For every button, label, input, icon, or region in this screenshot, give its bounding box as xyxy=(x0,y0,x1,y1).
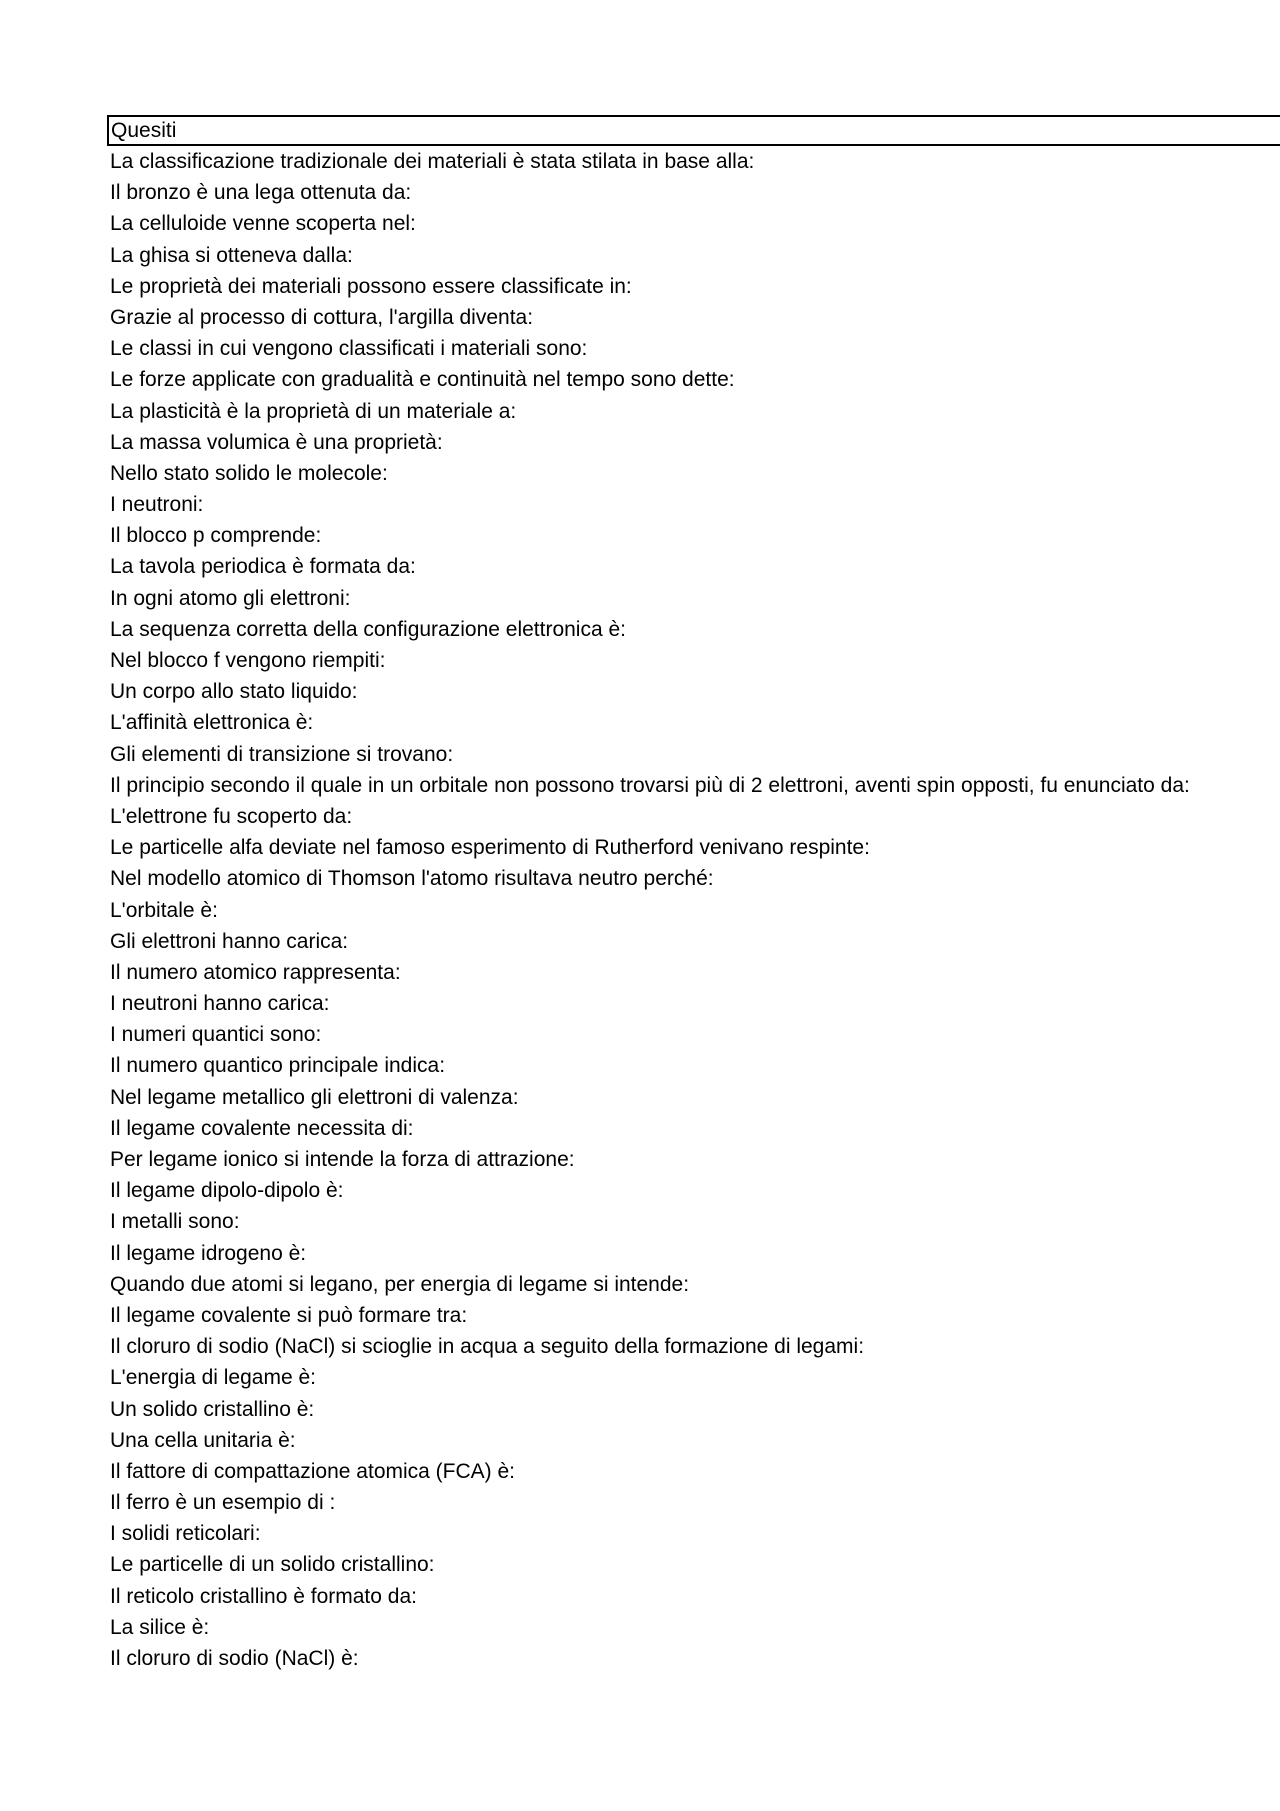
question-cell[interactable]: Nello stato solido le molecole: xyxy=(110,461,388,485)
question-cell[interactable]: La ghisa si otteneva dalla: xyxy=(110,243,353,267)
question-cell[interactable]: Un corpo allo stato liquido: xyxy=(110,680,358,704)
question-cell[interactable]: I neutroni hanno carica: xyxy=(110,992,330,1016)
question-cell[interactable]: In ogni atomo gli elettroni: xyxy=(110,586,351,610)
question-cell[interactable]: Quando due atomi si legano, per energia di legame si intende: xyxy=(110,1272,690,1296)
question-cell[interactable]: Le forze applicate con gradualità e continuità nel tempo sono dette: xyxy=(110,368,735,392)
question-cell[interactable]: I solidi reticolari: xyxy=(110,1522,261,1546)
question-cell[interactable]: Il bronzo è una lega ottenuta da: xyxy=(110,181,412,205)
question-cell[interactable]: Gli elettroni hanno carica: xyxy=(110,929,349,953)
question-cell[interactable]: Le proprietà dei materiali possono essere classificate in: xyxy=(110,274,632,298)
question-cell[interactable]: Nel modello atomico di Thomson l'atomo risultava neutro perché: xyxy=(110,867,714,891)
question-list xyxy=(107,146,1280,1674)
question-cell[interactable]: La sequenza corretta della configurazione elettronica è: xyxy=(110,617,626,641)
question-cell[interactable]: La silice è: xyxy=(110,1615,210,1639)
spreadsheet-sheet xyxy=(107,115,1280,1674)
question-cell[interactable]: Il fattore di compattazione atomica (FCA) è: xyxy=(110,1459,515,1483)
question-cell[interactable]: La tavola periodica è formata da: xyxy=(110,555,416,579)
question-cell[interactable]: Le classi in cui vengono classificati i materiali sono: xyxy=(110,337,588,361)
question-cell[interactable]: L'energia di legame è: xyxy=(110,1366,316,1390)
question-cell[interactable]: Il legame dipolo-dipolo è: xyxy=(110,1179,344,1203)
question-cell[interactable]: I numeri quantici sono: xyxy=(110,1023,322,1047)
question-cell[interactable]: Nel legame metallico gli elettroni di valenza: xyxy=(110,1085,519,1109)
question-cell[interactable]: Il blocco p comprende: xyxy=(110,524,322,548)
question-cell[interactable]: Le particelle alfa deviate nel famoso esperimento di Rutherford venivano respinte: xyxy=(110,836,870,860)
question-cell[interactable]: Grazie al processo di cottura, l'argilla diventa: xyxy=(110,305,534,329)
question-cell[interactable]: I metalli sono: xyxy=(110,1210,240,1234)
question-cell[interactable]: L'affinità elettronica è: xyxy=(110,711,314,735)
question-cell[interactable]: Il numero quantico principale indica: xyxy=(110,1054,446,1078)
question-cell[interactable]: Il cloruro di sodio (NaCl) è: xyxy=(110,1647,359,1670)
question-cell[interactable]: Il principio secondo il quale in un orbitale non possono trovarsi più di 2 elettroni, aventi spin opposti, fu enunciato da: xyxy=(110,773,1190,797)
question-cell[interactable]: I neutroni: xyxy=(110,493,204,517)
question-cell[interactable]: La classificazione tradizionale dei materiali è stata stilata in base alla: xyxy=(110,150,755,173)
question-cell[interactable]: Una cella unitaria è: xyxy=(110,1428,296,1452)
question-cell[interactable]: Il legame idrogeno è: xyxy=(110,1241,307,1265)
question-cell[interactable]: Per legame ionico si intende la forza di attrazione: xyxy=(110,1148,575,1171)
question-cell[interactable]: Il ferro è un esempio di : xyxy=(110,1491,336,1515)
question-cell[interactable]: Gli elementi di transizione si trovano: xyxy=(110,742,454,766)
question-cell[interactable]: Il reticolo cristallino è formato da: xyxy=(110,1584,417,1608)
question-cell[interactable]: Nel blocco f vengono riempiti: xyxy=(110,649,386,672)
question-cell[interactable]: L'elettrone fu scoperto da: xyxy=(110,804,353,828)
question-cell[interactable]: L'orbitale è: xyxy=(110,898,218,922)
question-cell[interactable]: La massa volumica è una proprietà: xyxy=(110,430,443,454)
question-cell[interactable]: Il cloruro di sodio (NaCl) si scioglie in acqua a seguito della formazione di legami: xyxy=(110,1335,865,1359)
column-header-cell[interactable]: Quesiti xyxy=(107,115,1280,146)
question-cell[interactable]: Il numero atomico rappresenta: xyxy=(110,960,401,984)
question-cell[interactable]: Le particelle di un solido cristallino: xyxy=(110,1553,435,1577)
question-cell[interactable]: Il legame covalente necessita di: xyxy=(110,1116,414,1140)
question-cell[interactable]: Il legame covalente si può formare tra: xyxy=(110,1303,468,1327)
question-cell[interactable]: La plasticità è la proprietà di un materiale a: xyxy=(110,399,517,423)
question-cell[interactable]: La celluloide venne scoperta nel: xyxy=(110,212,416,236)
question-cell[interactable]: Un solido cristallino è: xyxy=(110,1397,315,1421)
